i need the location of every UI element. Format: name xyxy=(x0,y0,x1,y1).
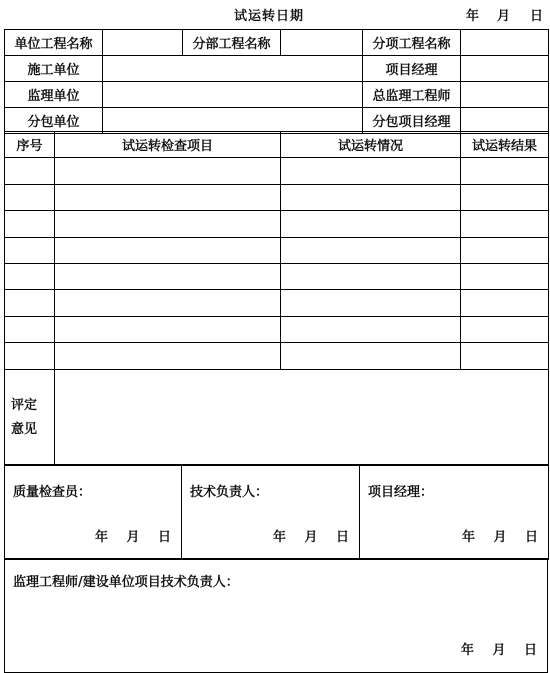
project-manager-field[interactable] xyxy=(461,56,549,82)
info-row xyxy=(5,30,549,56)
signature-row xyxy=(5,465,549,560)
supervision-unit-label: 监理单位 xyxy=(5,82,103,108)
result-cell[interactable] xyxy=(461,211,549,237)
condition-cell[interactable] xyxy=(281,184,461,210)
construction-unit-field[interactable] xyxy=(103,56,363,82)
col-header-result: 试运转结果 xyxy=(461,132,549,158)
table-row xyxy=(5,290,549,316)
info-row xyxy=(5,82,549,108)
supervision-signature-row xyxy=(5,559,548,673)
technical-lead-label: 技术负责人： xyxy=(190,485,269,500)
check-item-cell[interactable] xyxy=(55,237,281,263)
project-manager-sign-date: 年 月 日 xyxy=(461,530,538,545)
col-header-check-item: 试运转检查项目 xyxy=(55,132,281,158)
check-item-cell[interactable] xyxy=(55,158,281,184)
serial-cell[interactable] xyxy=(5,343,55,369)
quality-inspector-cell[interactable] xyxy=(5,465,182,560)
table-row xyxy=(5,316,549,342)
supervision-signature-table xyxy=(4,558,548,673)
serial-cell[interactable] xyxy=(5,263,55,289)
project-info-table xyxy=(4,29,549,134)
technical-lead-date: 年 月 日 xyxy=(272,530,349,545)
table-row xyxy=(5,343,549,369)
result-cell[interactable] xyxy=(461,343,549,369)
check-item-cell[interactable] xyxy=(55,343,281,369)
signature-table xyxy=(4,464,549,560)
col-header-condition: 试运转情况 xyxy=(281,132,461,158)
col-header-serial: 序号 xyxy=(5,132,55,158)
subdivision-project-name-field[interactable] xyxy=(281,30,363,56)
technical-lead-cell[interactable] xyxy=(182,465,360,560)
result-cell[interactable] xyxy=(461,263,549,289)
items-header-row xyxy=(5,132,549,158)
header-day-label: 日 xyxy=(530,9,544,24)
unit-project-name-label: 单位工程名称 xyxy=(5,30,103,56)
table-row xyxy=(5,158,549,184)
result-cell[interactable] xyxy=(461,237,549,263)
condition-cell[interactable] xyxy=(281,316,461,342)
trial-run-date-label: 试运转日期 xyxy=(234,9,305,24)
chief-supervision-engineer-field[interactable] xyxy=(461,82,549,108)
subdivision-project-name-label: 分部工程名称 xyxy=(183,30,281,56)
condition-cell[interactable] xyxy=(281,237,461,263)
check-item-cell[interactable] xyxy=(55,316,281,342)
table-row xyxy=(5,184,549,210)
table-row xyxy=(5,211,549,237)
serial-cell[interactable] xyxy=(5,237,55,263)
header-month-label: 月 xyxy=(497,9,511,24)
condition-cell[interactable] xyxy=(281,343,461,369)
info-row xyxy=(5,56,549,82)
quality-inspector-label: 质量检查员： xyxy=(13,485,92,500)
quality-inspector-date: 年 月 日 xyxy=(94,530,171,545)
result-cell[interactable] xyxy=(461,316,549,342)
condition-cell[interactable] xyxy=(281,211,461,237)
condition-cell[interactable] xyxy=(281,263,461,289)
subcontract-project-manager-label: 分包项目经理 xyxy=(363,108,461,134)
check-item-cell[interactable] xyxy=(55,211,281,237)
table-row xyxy=(5,237,549,263)
condition-cell[interactable] xyxy=(281,158,461,184)
subcontract-unit-label: 分包单位 xyxy=(5,108,103,134)
supervision-unit-field[interactable] xyxy=(103,82,363,108)
result-cell[interactable] xyxy=(461,290,549,316)
project-manager-label: 项目经理 xyxy=(363,56,461,82)
evaluation-opinion-field[interactable] xyxy=(55,370,549,466)
unit-project-name-field[interactable] xyxy=(103,30,183,56)
form-header xyxy=(0,0,550,29)
table-row xyxy=(5,263,549,289)
supervision-engineer-date: 年 月 日 xyxy=(460,643,537,658)
subcontract-unit-field[interactable] xyxy=(103,108,363,134)
project-manager-sign-cell[interactable] xyxy=(360,465,549,560)
item-project-name-label: 分项工程名称 xyxy=(363,30,461,56)
condition-cell[interactable] xyxy=(281,290,461,316)
evaluation-opinion-label-line1: 评定 xyxy=(11,397,38,413)
item-project-name-field[interactable] xyxy=(461,30,549,56)
check-item-cell[interactable] xyxy=(55,263,281,289)
serial-cell[interactable] xyxy=(5,211,55,237)
evaluation-opinion-label xyxy=(5,370,55,466)
serial-cell[interactable] xyxy=(5,158,55,184)
project-manager-sign-label: 项目经理： xyxy=(368,485,434,500)
info-row xyxy=(5,108,549,134)
header-year-label: 年 xyxy=(466,9,480,24)
serial-cell[interactable] xyxy=(5,316,55,342)
chief-supervision-engineer-label: 总监理工程师 xyxy=(363,82,461,108)
check-item-cell[interactable] xyxy=(55,290,281,316)
supervision-signature-cell[interactable] xyxy=(5,559,548,673)
evaluation-opinion-label-line2: 意见 xyxy=(11,421,38,437)
construction-unit-label: 施工单位 xyxy=(5,56,103,82)
result-cell[interactable] xyxy=(461,158,549,184)
result-cell[interactable] xyxy=(461,184,549,210)
check-item-cell[interactable] xyxy=(55,184,281,210)
trial-run-items-table xyxy=(4,131,549,370)
opinion-row xyxy=(5,370,549,466)
serial-cell[interactable] xyxy=(5,184,55,210)
supervision-engineer-label: 监理工程师/建设单位项目技术负责人： xyxy=(13,575,239,590)
serial-cell[interactable] xyxy=(5,290,55,316)
evaluation-opinion-table xyxy=(4,369,549,466)
subcontract-project-manager-field[interactable] xyxy=(461,108,549,134)
